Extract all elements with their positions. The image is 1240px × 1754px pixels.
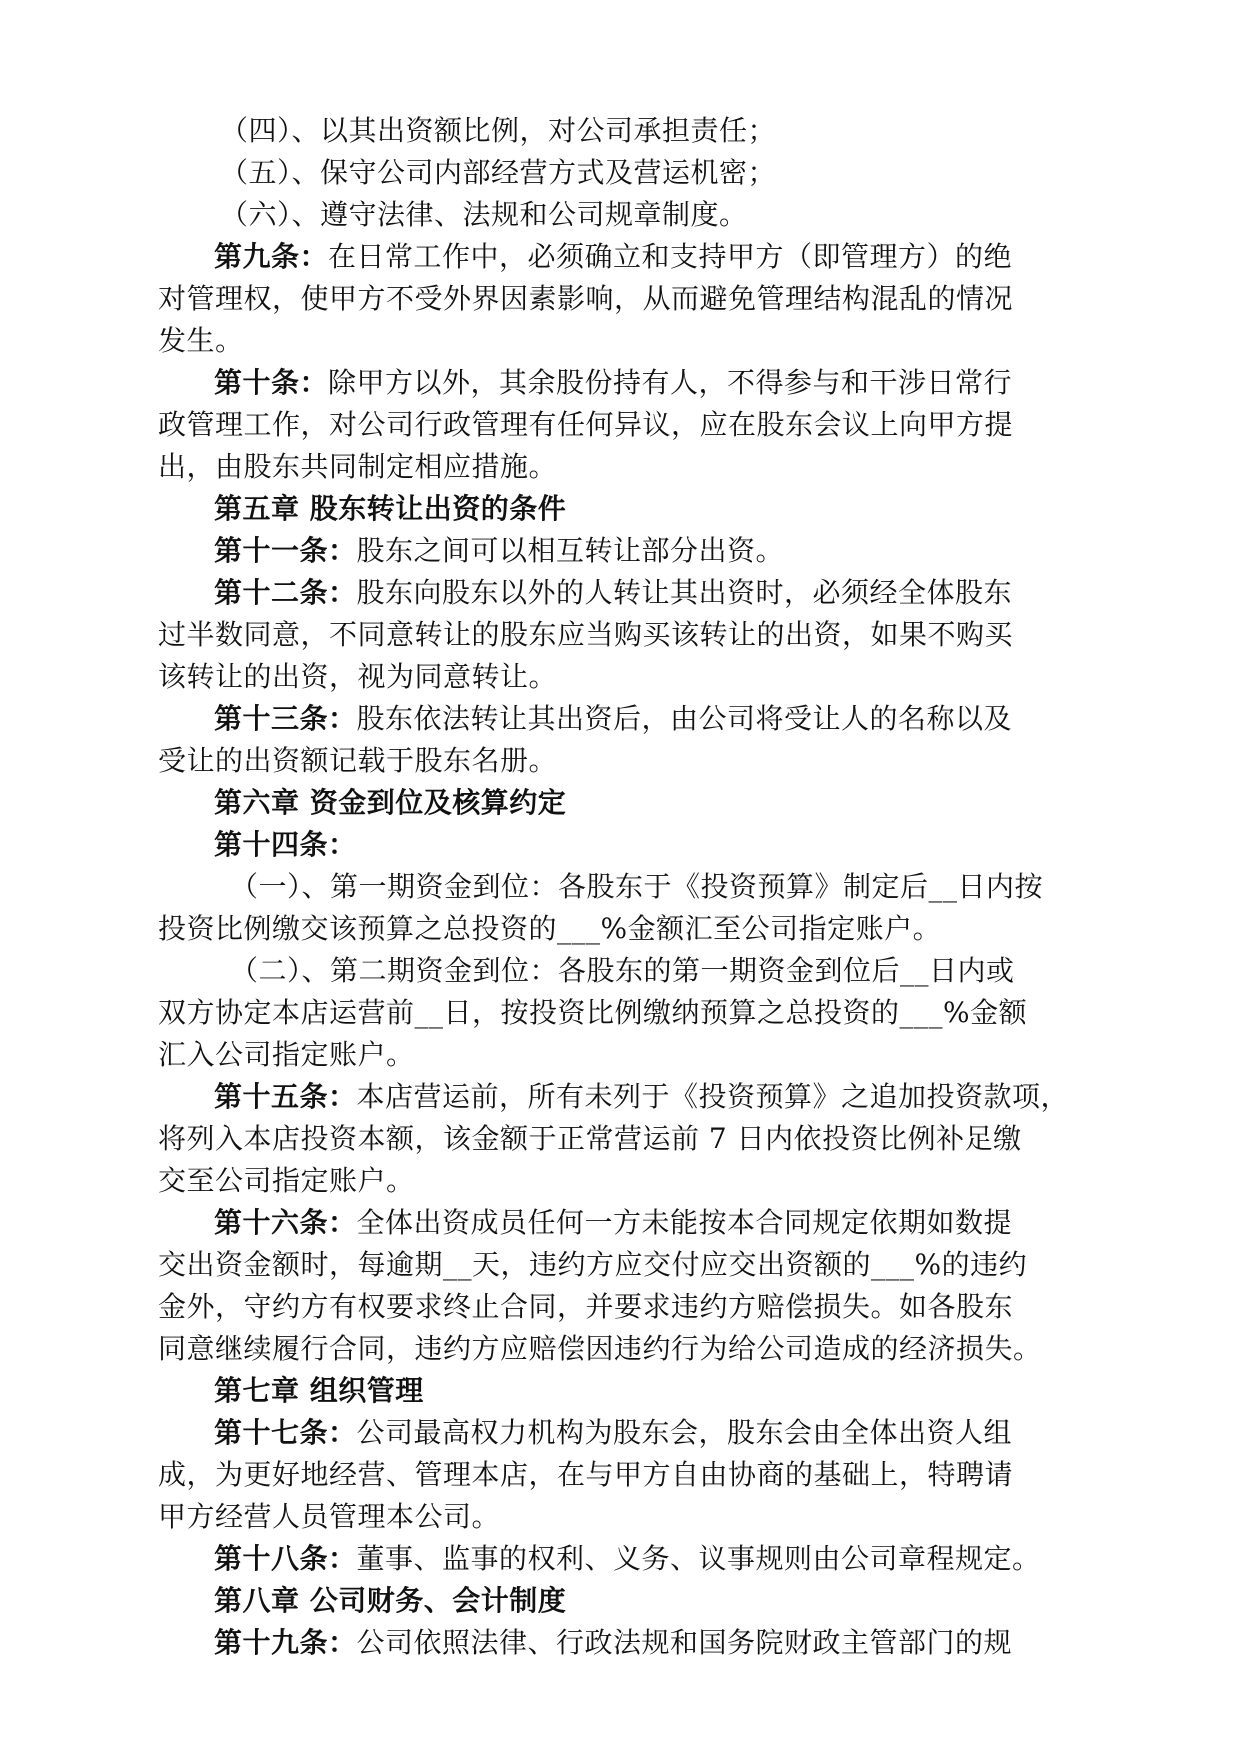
article-label: 第十一条： (214, 534, 357, 567)
line-text: 投资比例缴交该预算之总投资的___%金额汇至公司指定账户。 (158, 912, 942, 945)
line-text: 除甲方以外，其余股份持有人，不得参与和干涉日常行 (328, 366, 1013, 399)
article-label: 第十条： (214, 366, 329, 399)
line-text: 成，为更好地经营、管理本店，在与甲方自由协商的基础上，特聘请 (158, 1458, 1014, 1491)
clause-line (158, 1119, 1022, 1159)
clause-line (158, 1245, 1027, 1285)
article-12 (214, 573, 1012, 613)
article-11 (214, 531, 784, 571)
line-text: 受让的出资额记载于股东名册。 (158, 744, 558, 777)
chapter-title: 第五章 股东转让出资的条件 (214, 492, 567, 525)
clause-line (158, 615, 1013, 655)
clause-line (158, 1497, 500, 1537)
article-label: 第十九条： (214, 1626, 357, 1659)
clause-line (158, 1161, 415, 1201)
line-text: 交至公司指定账户。 (158, 1164, 415, 1197)
article-10 (214, 363, 1012, 403)
line-text: 股东向股东以外的人转让其出资时，必须经全体股东 (356, 576, 1013, 609)
line-text: 交出资金额时，每逾期__天，违约方应交付应交出资额的___%的违约 (158, 1248, 1028, 1281)
chapter-8-heading (214, 1581, 566, 1621)
article-label: 第十六条： (214, 1206, 357, 1239)
article-15 (214, 1077, 1069, 1117)
line-text: （六）、遵守法律、法规和公司规章制度。 (220, 198, 748, 231)
chapter-title: 第八章 公司财务、会计制度 (214, 1584, 567, 1617)
article-18 (214, 1539, 1041, 1579)
clause-line (158, 321, 244, 361)
line-text: 过半数同意，不同意转让的股东应当购买该转让的出资，如果不购买 (158, 618, 1014, 651)
article-17 (214, 1413, 1012, 1453)
line-text: （五）、保守公司内部经营方式及营运机密； (220, 156, 777, 189)
clause-line (158, 1455, 1013, 1495)
line-text: 汇入公司指定账户。 (158, 1038, 415, 1071)
line-text: 对管理权，使甲方不受外界因素影响，从而避免管理结构混乱的情况 (158, 282, 1014, 315)
article-14 (214, 825, 357, 865)
line-text: 双方协定本店运营前__日，按投资比例缴纳预算之总投资的___%金额 (158, 996, 1028, 1029)
clause-line (158, 279, 1013, 319)
line-text: 出，由股东共同制定相应措施。 (158, 450, 558, 483)
clause-line (220, 111, 776, 151)
line-text: 董事、监事的权利、义务、议事规则由公司章程规定。 (356, 1542, 1041, 1575)
line-text: （二）、第二期资金到位：各股东的第一期资金到位后__日内或 (230, 954, 1015, 987)
line-text: 全体出资成员任何一方未能按本合同规定依期如数提 (356, 1206, 1013, 1239)
clause-line (220, 153, 776, 193)
clause-line (158, 447, 557, 487)
line-text: 发生。 (158, 324, 244, 357)
chapter-6-heading (214, 783, 566, 823)
clause-line (158, 405, 1013, 445)
line-text: 金外，守约方有权要求终止合同，并要求违约方赔偿损失。如各股东 (158, 1290, 1014, 1323)
clause-line (230, 867, 1043, 907)
article-label: 第十四条： (214, 828, 357, 861)
chapter-7-heading (214, 1371, 424, 1411)
line-text: （四）、以其出资额比例，对公司承担责任； (220, 114, 777, 147)
line-text: 公司依照法律、行政法规和国务院财政主管部门的规 (356, 1626, 1013, 1659)
clause-line (230, 951, 1015, 991)
clause-line (158, 1329, 1042, 1369)
clause-line (158, 1035, 415, 1075)
chapter-title: 第七章 组织管理 (214, 1374, 424, 1407)
clause-line (158, 657, 557, 697)
article-label: 第十七条： (214, 1416, 357, 1449)
clause-line (158, 741, 557, 781)
line-text: 本店营运前，所有未列于《投资预算》之追加投资款项， (356, 1080, 1070, 1113)
line-text: 甲方经营人员管理本公司。 (158, 1500, 501, 1533)
article-16 (214, 1203, 1012, 1243)
article-19 (214, 1623, 1012, 1663)
clause-line (220, 195, 748, 235)
line-text: 公司最高权力机构为股东会，股东会由全体出资人组 (356, 1416, 1013, 1449)
article-label: 第十八条： (214, 1542, 357, 1575)
line-text: 股东之间可以相互转让部分出资。 (356, 534, 785, 567)
line-text: 政管理工作，对公司行政管理有任何异议，应在股东会议上向甲方提 (158, 408, 1014, 441)
clause-line (158, 993, 1027, 1033)
line-text: 同意继续履行合同，违约方应赔偿因违约行为给公司造成的经济损失。 (158, 1332, 1042, 1365)
article-label: 第十五条： (214, 1080, 357, 1113)
chapter-title: 第六章 资金到位及核算约定 (214, 786, 567, 819)
clause-line (158, 909, 941, 949)
article-label: 第九条： (214, 240, 329, 273)
article-label: 第十二条： (214, 576, 357, 609)
line-text: 在日常工作中，必须确立和支持甲方（即管理方）的绝 (328, 240, 1013, 273)
line-text: 该转让的出资，视为同意转让。 (158, 660, 558, 693)
clause-line (158, 1287, 1013, 1327)
line-text: 股东依法转让其出资后，由公司将受让人的名称以及 (356, 702, 1013, 735)
article-9 (214, 237, 1012, 277)
chapter-5-heading (214, 489, 566, 529)
article-13 (214, 699, 1012, 739)
article-label: 第十三条： (214, 702, 357, 735)
line-text: 将列入本店投资本额，该金额于正常营运前 7 日内依投资比例补足缴 (158, 1122, 1022, 1155)
line-text: （一）、第一期资金到位：各股东于《投资预算》制定后__日内按 (230, 870, 1044, 903)
